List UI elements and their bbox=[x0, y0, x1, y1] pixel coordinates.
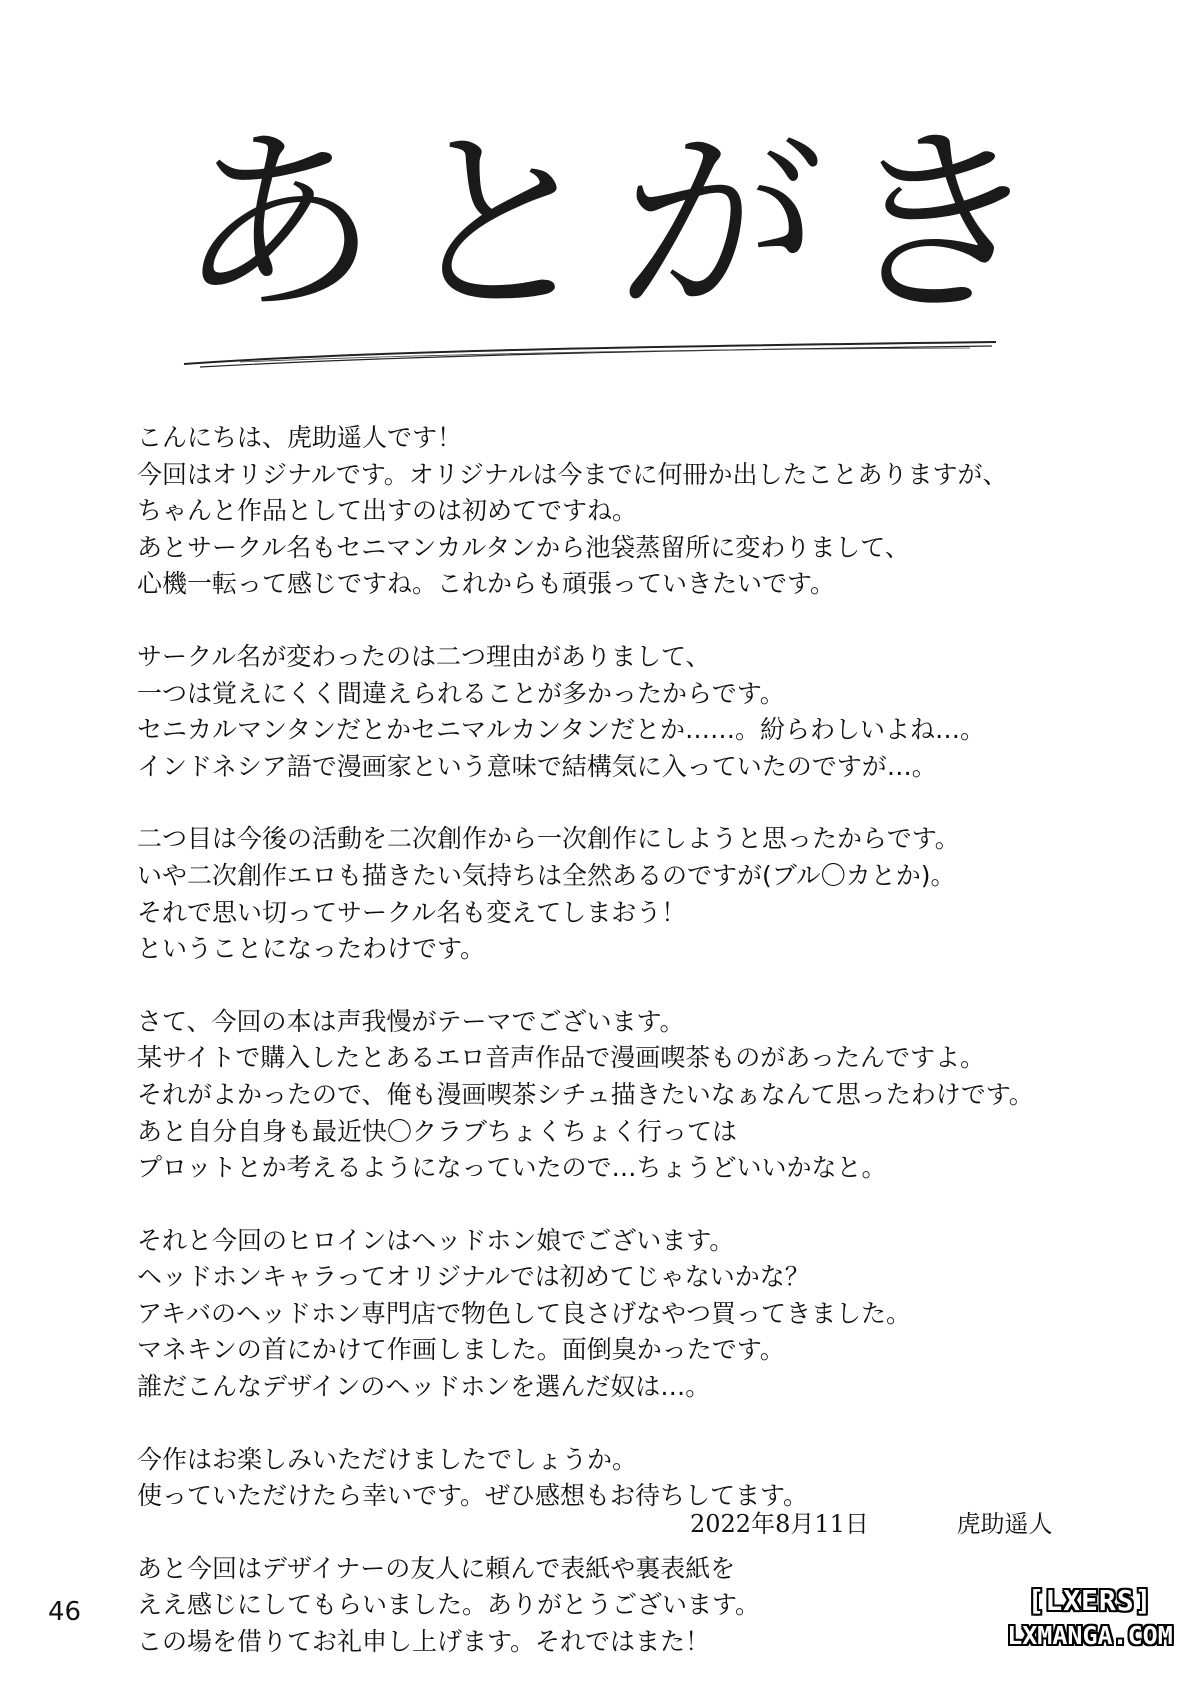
text-line: ヘッドホンキャラってオリジナルでは初めてじゃないかな？ bbox=[137, 1262, 810, 1292]
text-line: さて、今回の本は声我慢がテーマでございます。 bbox=[137, 1006, 685, 1036]
text-line: それがよかったので、俺も漫画喫茶シチュ描きたいなぁなんて思ったわけです。 bbox=[137, 1079, 1034, 1109]
title-underline-strokes bbox=[180, 340, 1000, 370]
text-line: 誰だこんなデザインのヘッドホンを選んだ奴は…。 bbox=[137, 1372, 711, 1402]
paragraph bbox=[137, 1442, 1097, 1515]
text-line: マネキンの首にかけて作画しました。面倒臭かったです。 bbox=[137, 1335, 785, 1365]
text-line: 某サイトで購入したとあるエロ音声作品で漫画喫茶ものがあったんですよ。 bbox=[137, 1043, 986, 1073]
paragraph bbox=[137, 639, 1097, 785]
text-line: それで思い切ってサークル名も変えてしまおう！ bbox=[137, 897, 687, 927]
paragraph bbox=[137, 821, 1097, 967]
text-line: ということになったわけです。 bbox=[137, 934, 486, 964]
paragraph bbox=[137, 1223, 1097, 1406]
text-line: 心機一転って感じですね。これからも頑張っていきたいです。 bbox=[137, 569, 836, 599]
afterword-title-block bbox=[171, 108, 1069, 360]
text-line: 使っていただけたら幸いです。ぜひ感想もお待ちしてます。 bbox=[137, 1481, 809, 1511]
signature-date: 2022年8月11日 bbox=[690, 1510, 869, 1538]
text-line: インドネシア語で漫画家という意味で結構気に入っていたのですが…。 bbox=[137, 751, 937, 781]
text-line: セニカルマンタンだとかセニマルカンタンだとか……。紛らわしいよね…。 bbox=[137, 715, 986, 745]
text-line: あと自分自身も最近快〇クラブちょくちょく行っては bbox=[137, 1116, 738, 1146]
text-line: 今回はオリジナルです。オリジナルは今までに何冊か出したことありますが、 bbox=[137, 459, 1008, 489]
page-number: 46 bbox=[48, 1597, 82, 1627]
text-line: 二つ目は今後の活動を二次創作から一次創作にしようと思ったからです。 bbox=[137, 824, 960, 854]
site-watermark bbox=[990, 1582, 1190, 1660]
text-line: それと今回のヒロインはヘッドホン娘でございます。 bbox=[137, 1225, 735, 1255]
afterword-title: あとがき bbox=[171, 108, 1069, 341]
text-line: アキバのヘッドホン専門店で物色して良さげなやつ買ってきました。 bbox=[137, 1298, 912, 1328]
paragraph bbox=[137, 1004, 1097, 1187]
watermark-domain: LXMANGA.COM bbox=[1007, 1621, 1173, 1650]
signature-author: 虎助遥人 bbox=[956, 1510, 1053, 1538]
signature bbox=[690, 1508, 1053, 1540]
watermark-brand: [LXERS] bbox=[1027, 1584, 1153, 1617]
text-line: 今作はお楽しみいただけましたでしょうか。 bbox=[137, 1444, 638, 1474]
text-line: こんにちは、虎助遥人です！ bbox=[137, 423, 463, 452]
text-line: ええ感じにしてもらいました。ありがとうございます。 bbox=[137, 1590, 761, 1620]
paragraph bbox=[137, 420, 1097, 603]
text-line: サークル名が変わったのは二つ理由がありまして、 bbox=[137, 641, 711, 671]
text-line: 一つは覚えにくく間違えられることが多かったからです。 bbox=[137, 678, 785, 708]
text-line: この場を借りてお礼申し上げます。それではまた！ bbox=[137, 1627, 711, 1657]
text-line: プロットとか考えるようになっていたので…ちょうどいいかなと。 bbox=[137, 1153, 887, 1183]
afterword-body bbox=[137, 420, 1097, 1697]
text-line: ちゃんと作品として出すのは初めてですね。 bbox=[137, 496, 638, 526]
text-line: いや二次創作エロも描きたい気持ちは全然あるのですが(ブル〇カとか)。 bbox=[137, 860, 956, 890]
paragraph bbox=[137, 1551, 1097, 1661]
text-line: あと今回はデザイナーの友人に頼んで表紙や裏表紙を bbox=[137, 1553, 736, 1583]
text-line: あとサークル名もセニマンカルタンから池袋蒸留所に変わりまして、 bbox=[137, 532, 910, 562]
